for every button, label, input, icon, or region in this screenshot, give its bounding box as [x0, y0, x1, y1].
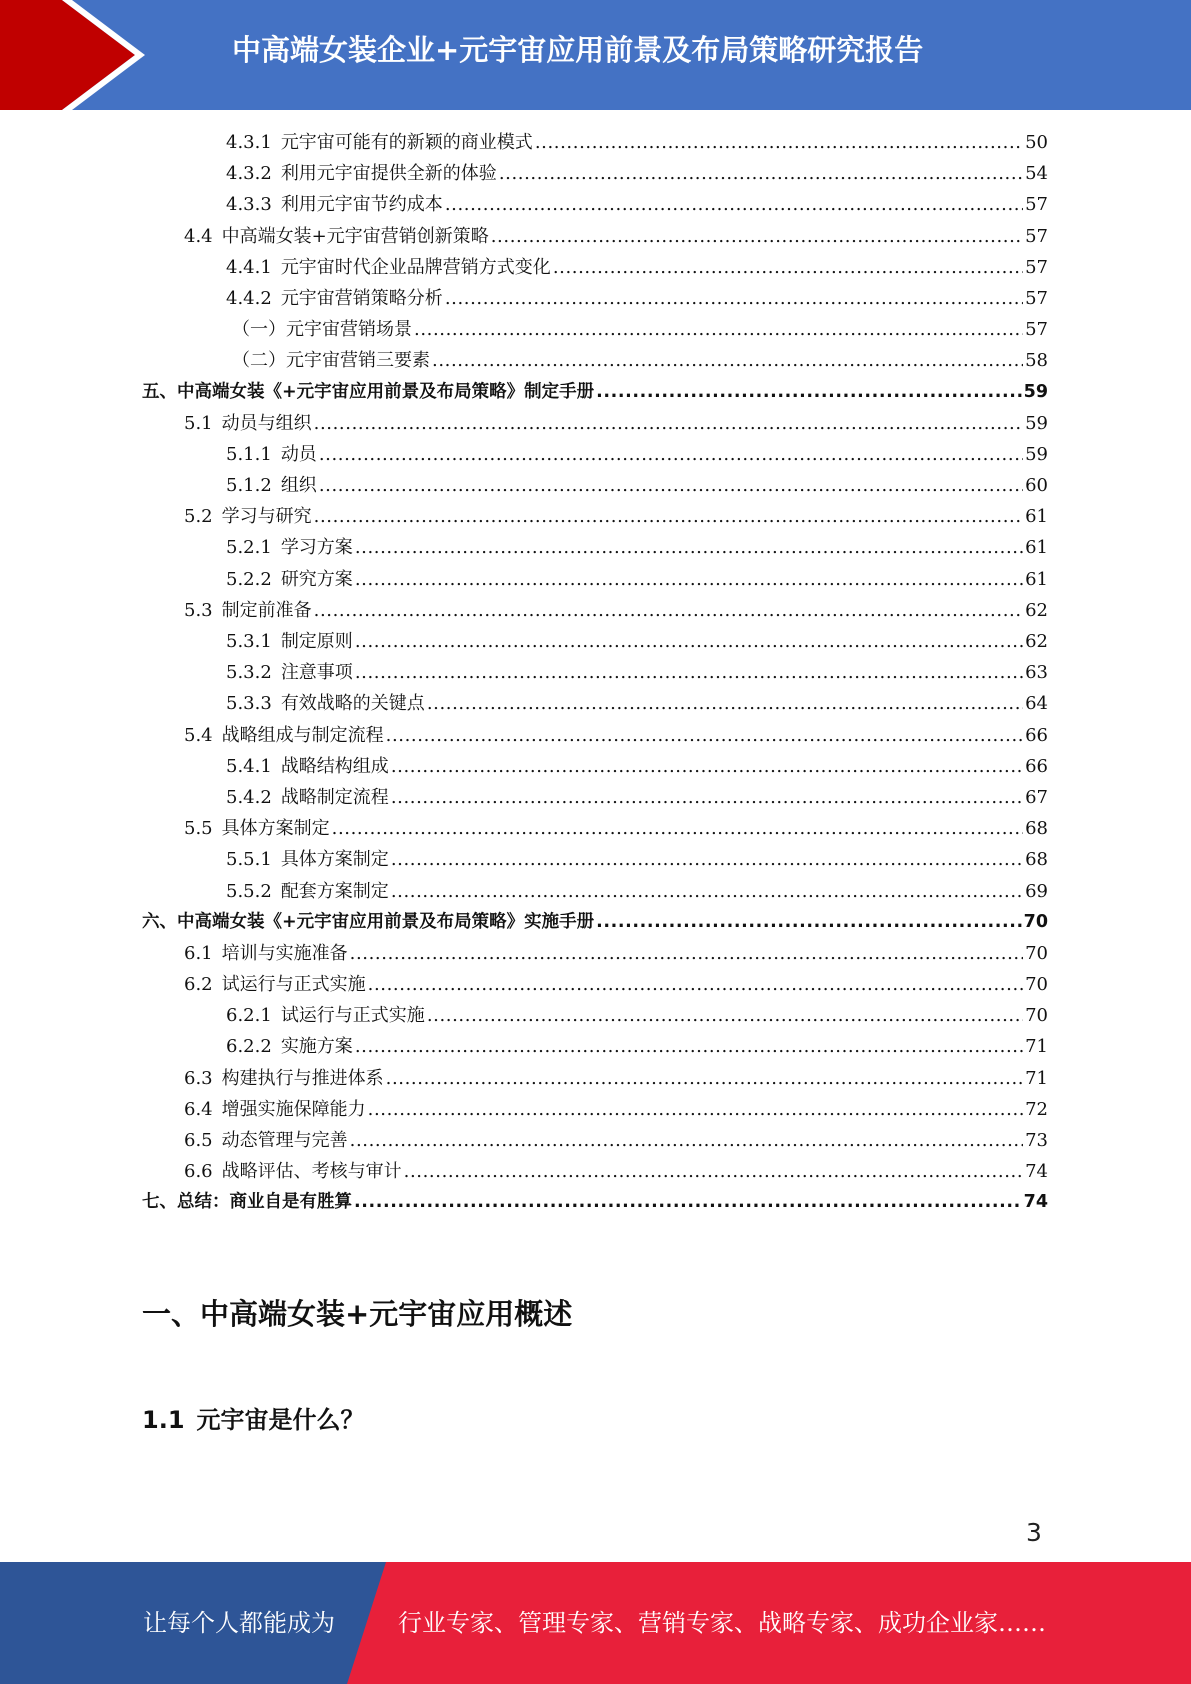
toc-entry-page: 66	[1025, 724, 1048, 746]
toc-entry-page: 57	[1025, 319, 1048, 341]
toc-entry-page: 61	[1025, 568, 1048, 590]
toc-entry-number: 5.2	[184, 506, 213, 528]
table-of-contents	[142, 128, 1048, 1220]
toc-entry[interactable]	[142, 1157, 1048, 1188]
toc-dot-leader	[354, 1192, 1022, 1212]
toc-entry-page: 68	[1025, 818, 1048, 840]
toc-entry-title: 具体方案制定	[221, 818, 330, 840]
toc-entry-page: 57	[1025, 225, 1048, 247]
toc-entry[interactable]	[142, 939, 1048, 970]
toc-entry-number: 6.2	[184, 974, 213, 996]
toc-entry-number: 5.4.2	[226, 786, 272, 808]
toc-entry[interactable]	[142, 222, 1048, 253]
toc-entry-number: 5.1.1	[226, 443, 272, 465]
toc-entry-title: 有效战略的关键点	[280, 693, 425, 715]
toc-entry-title: 七、总结：商业自是有胜算	[142, 1192, 352, 1213]
toc-entry-page: 57	[1025, 194, 1048, 216]
page-footer	[0, 1562, 1191, 1684]
toc-entry[interactable]	[142, 1001, 1048, 1032]
toc-dot-leader	[386, 1068, 1023, 1089]
toc-entry-number: 5.4	[184, 724, 213, 746]
toc-entry-number: 5.5	[184, 818, 213, 840]
toc-entry-title: 制定前准备	[221, 599, 312, 621]
toc-dot-leader	[404, 1161, 1023, 1182]
toc-entry[interactable]	[142, 970, 1048, 1001]
toc-dot-leader	[427, 1005, 1023, 1026]
toc-dot-leader	[319, 475, 1023, 496]
toc-entry-title: 具体方案制定	[280, 849, 389, 871]
toc-dot-leader	[414, 319, 1023, 340]
toc-entry[interactable]	[142, 1126, 1048, 1157]
toc-entry-page: 54	[1025, 163, 1048, 185]
toc-dot-leader	[553, 257, 1023, 278]
toc-entry[interactable]	[142, 752, 1048, 783]
toc-entry-page: 70	[1025, 1005, 1048, 1027]
toc-entry-title: 动态管理与完善	[221, 1130, 348, 1151]
toc-entry[interactable]	[142, 627, 1048, 658]
section-heading: 一、中高端女装+元宇宙应用概述	[142, 1297, 573, 1331]
toc-dot-leader	[391, 787, 1023, 808]
toc-dot-leader	[391, 881, 1023, 902]
toc-entry[interactable]	[142, 471, 1048, 502]
toc-entry-page: 62	[1025, 631, 1048, 652]
toc-entry-number: 5.3.1	[226, 631, 272, 652]
toc-entry[interactable]	[142, 565, 1048, 596]
toc-dot-leader	[535, 132, 1023, 153]
toc-entry-number: 4.3.3	[226, 194, 272, 216]
header-chevron-icon	[0, 0, 160, 110]
toc-dot-leader	[391, 756, 1023, 777]
toc-dot-leader	[491, 226, 1023, 247]
toc-entry-title: 动员与组织	[221, 412, 312, 434]
toc-entry-page: 62	[1025, 599, 1048, 621]
toc-entry-page: 66	[1025, 755, 1048, 777]
toc-entry-page: 71	[1025, 1036, 1048, 1058]
toc-entry[interactable]	[142, 658, 1048, 689]
toc-entry-page: 74	[1025, 1161, 1048, 1183]
toc-entry-number: 6.2.2	[226, 1036, 272, 1058]
toc-entry-page: 59	[1025, 443, 1048, 465]
page-header	[0, 0, 1191, 110]
toc-entry[interactable]	[142, 346, 1048, 377]
toc-entry[interactable]	[142, 1188, 1048, 1219]
toc-entry-page: 57	[1025, 287, 1048, 309]
toc-entry-page: 70	[1025, 942, 1048, 964]
toc-entry-title: 试运行与正式实施	[280, 1005, 425, 1027]
toc-dot-leader	[355, 662, 1023, 683]
toc-entry-number: 5.5.2	[226, 880, 272, 902]
toc-entry-number: 5.3	[184, 599, 213, 621]
toc-entry-page: 61	[1025, 506, 1048, 528]
toc-entry-page: 58	[1025, 350, 1048, 372]
toc-dot-leader	[499, 163, 1023, 184]
toc-entry[interactable]	[142, 190, 1048, 221]
toc-entry[interactable]	[142, 721, 1048, 752]
toc-entry-number: 5.3.2	[226, 662, 272, 684]
toc-entry-title: （一）元宇宙营销场景	[232, 319, 412, 341]
toc-entry-number: 4.4.1	[226, 256, 272, 278]
toc-entry-title: 增强实施保障能力	[221, 1098, 366, 1120]
toc-dot-leader	[314, 600, 1023, 621]
toc-entry-title: 组织	[280, 475, 317, 497]
toc-entry-title: 构建执行与推进体系	[221, 1067, 384, 1089]
toc-entry-number: 5.2.2	[226, 568, 272, 590]
footer-slogan-right: 行业专家、管理专家、营销专家、战略专家、成功企业家……	[398, 1609, 1046, 1637]
toc-entry-number: 6.2.1	[226, 1005, 272, 1027]
toc-dot-leader	[427, 693, 1023, 714]
toc-entry-title: 试运行与正式实施	[221, 974, 366, 996]
toc-entry-number: 6.4	[184, 1098, 213, 1120]
toc-dot-leader	[355, 537, 1023, 558]
toc-entry[interactable]	[142, 845, 1048, 876]
toc-entry-number: 4.4.2	[226, 287, 272, 309]
toc-entry-title: 战略结构组成	[280, 755, 389, 777]
toc-entry-title: 战略组成与制定流程	[221, 724, 384, 746]
toc-entry[interactable]	[142, 1064, 1048, 1095]
toc-entry[interactable]	[142, 596, 1048, 627]
toc-entry[interactable]	[142, 502, 1048, 533]
toc-entry-title: 六、中高端女装《+元宇宙应用前景及布局策略》实施手册	[142, 911, 595, 932]
toc-entry-page: 57	[1025, 256, 1048, 278]
toc-entry-title: 中高端女装+元宇宙营销创新策略	[221, 225, 489, 247]
toc-entry-title: 元宇宙营销策略分析	[280, 287, 443, 309]
toc-entry-page: 61	[1025, 537, 1048, 559]
toc-entry[interactable]	[142, 440, 1048, 471]
toc-entry[interactable]	[142, 284, 1048, 315]
toc-entry[interactable]	[142, 253, 1048, 284]
toc-entry[interactable]	[142, 908, 1048, 939]
toc-entry[interactable]	[142, 1032, 1048, 1063]
toc-entry-title: 配套方案制定	[280, 880, 389, 902]
toc-entry-page: 59	[1023, 381, 1048, 402]
toc-dot-leader	[596, 912, 1021, 932]
toc-entry-title: 五、中高端女装《+元宇宙应用前景及布局策略》制定手册	[142, 381, 595, 402]
toc-entry-title: 培训与实施准备	[221, 942, 348, 964]
toc-dot-leader	[445, 288, 1023, 309]
toc-entry-page: 50	[1025, 132, 1048, 153]
toc-entry[interactable]	[142, 689, 1048, 720]
toc-dot-leader	[319, 444, 1023, 465]
toc-entry-number: 5.5.1	[226, 849, 272, 871]
toc-dot-leader	[314, 506, 1023, 527]
toc-entry-page: 59	[1025, 412, 1048, 434]
toc-entry-title: 注意事项	[280, 662, 353, 684]
toc-entry-title: 学习方案	[280, 537, 353, 559]
toc-dot-leader	[386, 725, 1023, 746]
toc-entry-page: 70	[1025, 974, 1048, 996]
toc-dot-leader	[391, 849, 1023, 870]
footer-slogan-left: 让每个人都能成为	[143, 1609, 335, 1637]
toc-entry-number: 5.4.1	[226, 755, 272, 777]
toc-entry-number: 4.4	[184, 225, 213, 247]
toc-entry-title: 实施方案	[280, 1036, 353, 1058]
toc-dot-leader	[368, 1099, 1023, 1120]
toc-entry[interactable]	[142, 814, 1048, 845]
toc-entry-title: 动员	[280, 443, 317, 465]
toc-entry-page: 74	[1023, 1192, 1048, 1213]
toc-entry-title: 战略制定流程	[280, 786, 389, 808]
toc-entry[interactable]	[142, 315, 1048, 346]
toc-entry-number: 4.3.1	[226, 132, 272, 153]
toc-entry-number: 6.3	[184, 1067, 213, 1089]
toc-entry[interactable]	[142, 1095, 1048, 1126]
toc-dot-leader	[332, 818, 1023, 839]
toc-entry-number: 5.1.2	[226, 475, 272, 497]
toc-entry[interactable]	[142, 128, 1048, 159]
toc-entry-title: 元宇宙时代企业品牌营销方式变化	[280, 256, 551, 278]
toc-entry-page: 73	[1025, 1130, 1048, 1151]
toc-dot-leader	[355, 1036, 1023, 1057]
toc-entry-title: 研究方案	[280, 568, 353, 590]
page-number: 3	[1026, 1518, 1042, 1547]
toc-entry[interactable]	[142, 877, 1048, 908]
toc-entry-number: 6.1	[184, 942, 213, 964]
toc-entry-page: 64	[1025, 693, 1048, 715]
subsection-title: 元宇宙是什么？	[196, 1406, 365, 1434]
toc-entry-number: 5.1	[184, 412, 213, 434]
toc-entry-page: 71	[1025, 1067, 1048, 1089]
toc-entry-title: 元宇宙可能有的新颖的商业模式	[280, 132, 533, 153]
toc-dot-leader	[350, 943, 1023, 964]
toc-entry-page: 72	[1025, 1098, 1048, 1120]
toc-entry-title: 利用元宇宙提供全新的体验	[280, 163, 497, 185]
toc-entry-page: 69	[1025, 880, 1048, 902]
toc-entry[interactable]	[142, 533, 1048, 564]
toc-entry-title: 战略评估、考核与审计	[221, 1161, 402, 1183]
toc-entry-number: 6.5	[184, 1130, 213, 1151]
toc-entry-page: 67	[1025, 786, 1048, 808]
toc-dot-leader	[355, 569, 1023, 590]
toc-dot-leader	[432, 350, 1023, 371]
toc-entry-number: 5.3.3	[226, 693, 272, 715]
toc-dot-leader	[355, 631, 1023, 652]
toc-dot-leader	[445, 194, 1023, 215]
toc-entry-title: （二）元宇宙营销三要素	[232, 350, 430, 372]
toc-entry-page: 63	[1025, 662, 1048, 684]
toc-entry[interactable]	[142, 159, 1048, 190]
toc-dot-leader	[314, 413, 1023, 434]
toc-entry-title: 学习与研究	[221, 506, 312, 528]
toc-entry-number: 6.6	[184, 1161, 213, 1183]
toc-entry-title: 利用元宇宙节约成本	[280, 194, 443, 216]
toc-dot-leader	[596, 382, 1021, 402]
subsection-heading	[142, 1400, 365, 1435]
toc-dot-leader	[368, 974, 1023, 995]
toc-entry[interactable]	[142, 409, 1048, 440]
toc-entry[interactable]	[142, 783, 1048, 814]
toc-entry-number: 5.2.1	[226, 537, 272, 559]
toc-entry-page: 70	[1023, 911, 1048, 932]
subsection-number: 1.1	[142, 1406, 185, 1434]
toc-entry-page: 68	[1025, 849, 1048, 871]
toc-entry[interactable]	[142, 378, 1048, 409]
toc-entry-number: 4.3.2	[226, 163, 272, 185]
toc-entry-title: 制定原则	[280, 631, 353, 652]
header-title: 中高端女装企业+元宇宙应用前景及布局策略研究报告	[232, 33, 924, 67]
toc-entry-page: 60	[1025, 475, 1048, 497]
toc-dot-leader	[350, 1130, 1023, 1151]
